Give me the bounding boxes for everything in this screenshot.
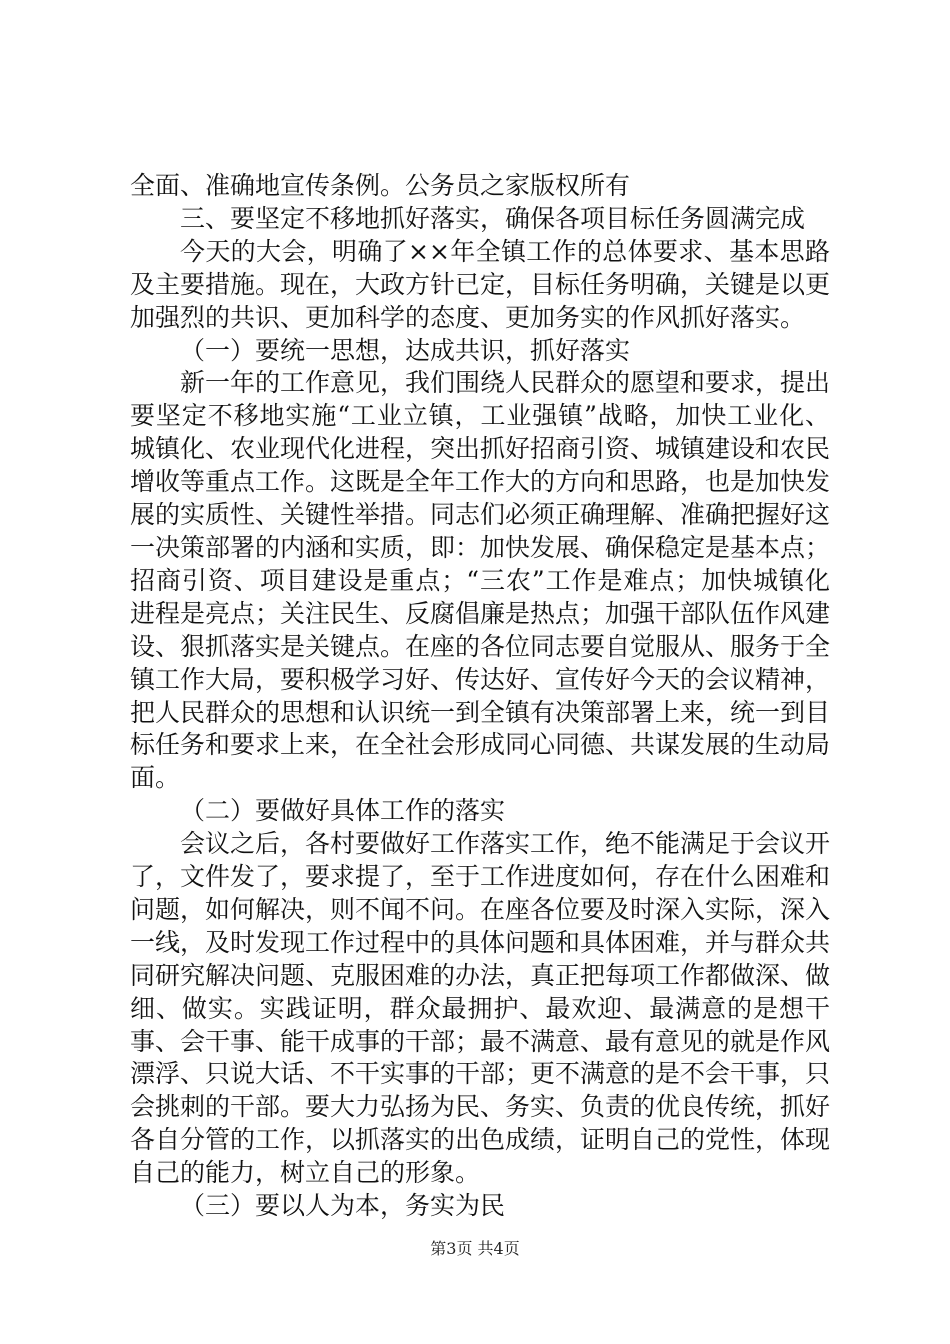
paragraph-continuation: 全面、准确地宣传条例。公务员之家版权所有	[130, 171, 631, 200]
document-body	[130, 170, 830, 1223]
section-heading-3: 三、要坚定不移地抓好落实，确保各项目标任务圆满完成	[180, 203, 806, 233]
paragraph-intro: 今天的大会，明确了××年全镇工作的总体要求、基本思路及主要措施。现在，大政方针已定，目标任务明确，关键是以更加强烈的共识、更加科学的态度、更加务实的作风抓好落实。	[130, 236, 831, 332]
subsection-heading-1: （一）要统一思想，达成共识，抓好落实	[180, 335, 631, 365]
paragraph-subsection-2: 会议之后，各村要做好工作落实工作，绝不能满足于会议开了，文件发了，要求提了，至于工作进度如何，存在什么困难和问题，如何解决，则不闻不问。在座各位要及时深入实际，深入一线，及时发现工作过程中的具体问题和具体困难，并与群众共同研究解决问题、克服困难的办法，真正把每项工作都做深、做细、做实。实践证明，群众最拥护、最欢迎、最满意的是想干事、会干事、能干成事的干部；最不满意、最有意见的就是作风漂浮、只说大话、不干实事的干部；更不满意的是不会干事，只会挑刺的干部。要大力弘扬为民、务实、负责的优良传统，抓好各自分管的工作，以抓落实的出色成绩，证明自己的党性，体现自己的能力，树立自己的形象。	[130, 829, 831, 1188]
subsection-heading-2: （二）要做好具体工作的落实	[180, 796, 506, 826]
page-number-footer: 第3页 共4页	[430, 1239, 520, 1258]
subsection-heading-3: （三）要以人为本，务实为民	[180, 1191, 506, 1221]
paragraph-subsection-1: 新一年的工作意见，我们围绕人民群众的愿望和要求，提出要坚定不移地实施“工业立镇，工业强镇”战略，加快工业化、城镇化、农业现代化进程，突出抓好招商引资、城镇建设和农民增收等重点工作。这既是全年工作大的方向和思路，也是加快发展的实质性、关键性举措。同志们必须正确理解、准确把握好这一决策部署的内涵和实质，即：加快发展、确保稳定是基本点；招商引资、项目建设是重点；“三农”工作是难点；加快城镇化进程是亮点；关注民生、反腐倡廉是热点；加强干部队伍作风建设、狠抓落实是关键点。在座的各位同志要自觉服从、服务于全镇工作大局，要积极学习好、传达好、宣传好今天的会议精神，把人民群众的思想和认识统一到全镇有决策部署上来，统一到目标任务和要求上来，在全社会形成同心同德、共谋发展的生动局面。	[130, 368, 831, 793]
